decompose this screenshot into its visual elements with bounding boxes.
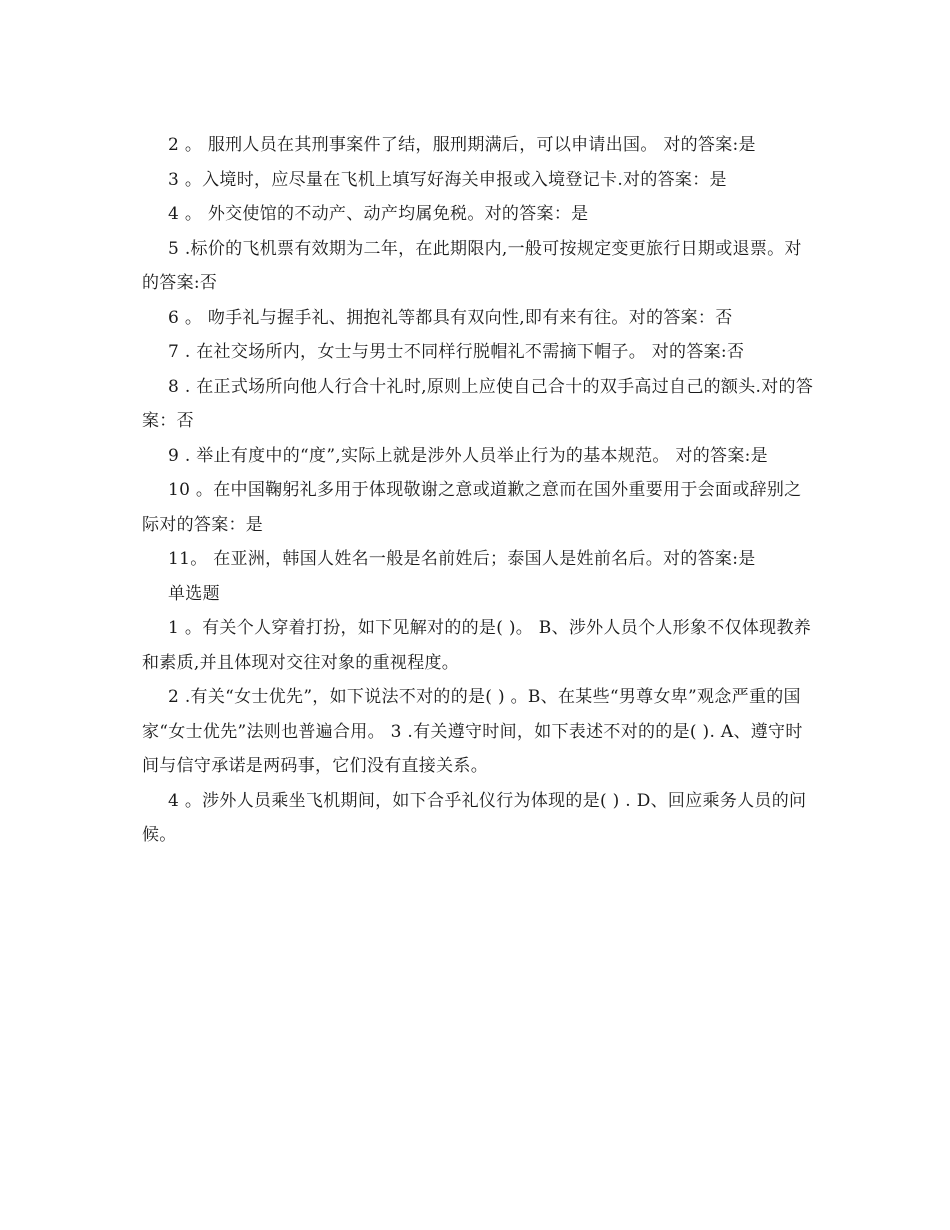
paragraph-tf-3: 3 。入境时，应尽量在飞机上填写好海关申报或入境登记卡.对的答案：是 (168, 169, 727, 190)
document-body (142, 128, 814, 853)
paragraph-tf-9: 9 . 举止有度中的“度”,实际上就是涉外人员举止行为的基本规范。 对的答案:是 (168, 445, 768, 466)
paragraph-sc-2-3: 2 .有关“女士优先”，如下说法不对的的是( ) 。B、在某些“男尊女卑”观念严重的国家“女士优先”法则也普遍合用。 3 .有关遵守时间，如下表述不对的的是( ). A、遵守时间与信守承诺是两码事，它们没有直接关系。 (142, 687, 803, 776)
paragraph-tf-5: 5 .标价的飞机票有效期为二年，在此期限内,一般可按规定变更旅行日期或退票。对的答案:否 (142, 238, 802, 293)
paragraph-tf-7: 7 . 在社交场所内，女士与男士不同样行脱帽礼不需摘下帽子。 对的答案:否 (168, 342, 745, 362)
paragraph-tf-6: 6 。 吻手礼与握手礼、拥抱礼等都具有双向性,即有来有往。对的答案：否 (168, 307, 733, 328)
section-heading-single-choice: 单选题 (168, 583, 220, 604)
paragraph-tf-8: 8 . 在正式场所向他人行合十礼时,原则上应使自己合十的双手高过自己的额头.对的答案：否 (142, 376, 814, 431)
paragraph-tf-4: 4 。 外交使馆的不动产、动产均属免税。对的答案：是 (168, 204, 589, 224)
paragraph-tf-11: 11。 在亚洲，韩国人姓名一般是名前姓后；泰国人是姓前名后。对的答案:是 (168, 549, 756, 569)
paragraph-sc-1: 1 。有关个人穿着打扮，如下见解对的的是( )。 B、涉外人员个人形象不仅体现教养和素质,并且体现对交往对象的重视程度。 (142, 618, 812, 673)
paragraph-tf-10: 10 。在中国鞠躬礼多用于体现敬谢之意或道歉之意而在国外重要用于会面或辞别之际对的答案：是 (142, 480, 802, 535)
paragraph-tf-2: 2 。 服刑人员在其刑事案件了结，服刑期满后，可以申请出国。 对的答案:是 (168, 135, 756, 155)
paragraph-sc-4: 4 。涉外人员乘坐飞机期间，如下合乎礼仪行为体现的是( ) . D、回应乘务人员的问候。 (142, 790, 807, 845)
